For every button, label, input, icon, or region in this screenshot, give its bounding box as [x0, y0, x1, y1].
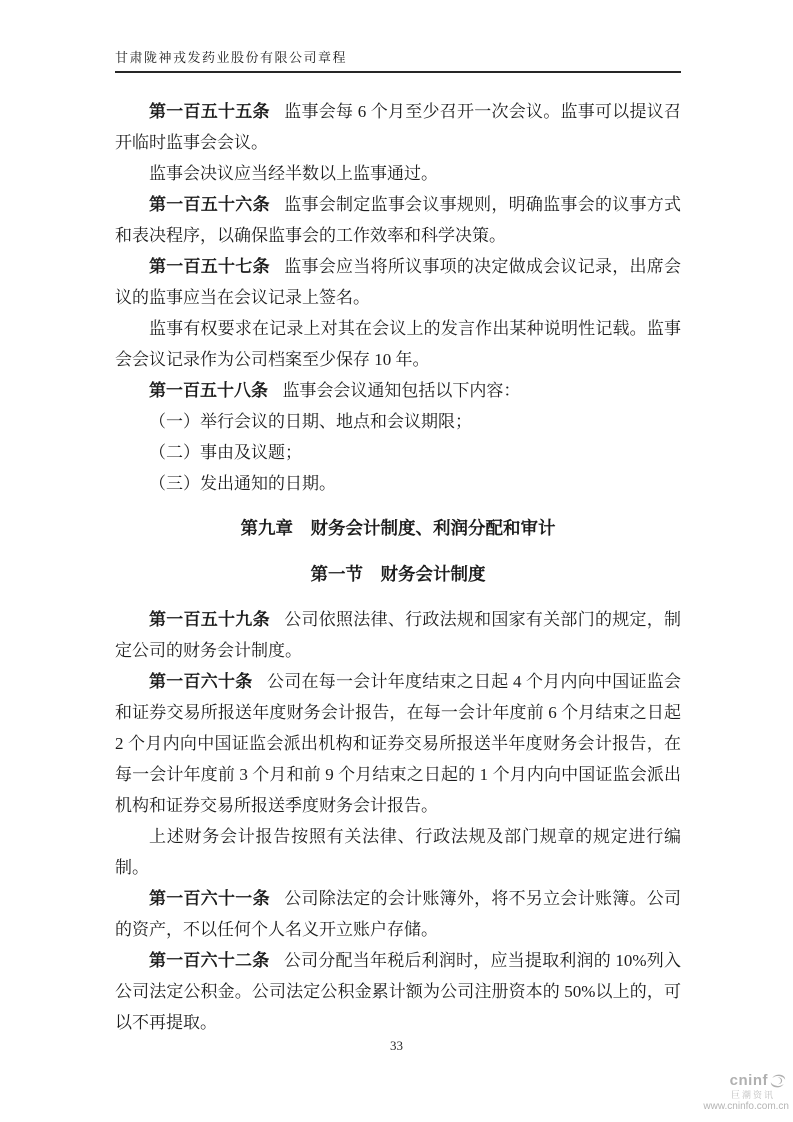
cninfo-logo-row: [669, 1072, 789, 1090]
article-number: 第一百五十七条: [149, 257, 270, 276]
article-number: 第一百六十条: [149, 672, 253, 691]
page-number: 33: [390, 1038, 403, 1053]
article-text: 监事会会议通知包括以下内容：: [282, 381, 521, 400]
article-paragraph: [115, 251, 681, 313]
article-paragraph: [115, 375, 681, 406]
article-text: 公司分配当年税后利润时，应当提取利润的 10%列入公司法定公积金。公司法定公积金累计额为公司注册资本的 50%以上的，可以不再提取。: [115, 951, 681, 1032]
plain-paragraph: [115, 158, 681, 189]
paragraph-text: 监事会决议应当经半数以上监事通过。: [149, 164, 438, 183]
article-text: 公司依照法律、行政法规和国家有关部门的规定，制定公司的财务会计制度。: [115, 610, 682, 660]
article-paragraph: [115, 189, 681, 251]
plain-paragraph: [115, 821, 681, 883]
cninfo-logo-url: www.cninfo.com.cn: [703, 1101, 789, 1113]
article-number: 第一百五十六条: [149, 195, 270, 214]
document-body: [115, 96, 681, 1038]
article-number: 第一百六十一条: [149, 889, 270, 908]
article-text: 监事会应当将所议事项的决定做成会议记录，出席会议的监事应当在会议记录上签名。: [115, 257, 682, 307]
section-heading: 第一节 财务会计制度: [310, 564, 486, 584]
article-number: 第一百五十九条: [149, 610, 270, 629]
list-item-text: （一）举行会议的日期、地点和会议期限；: [149, 412, 472, 431]
list-item-text: （三）发出通知的日期。: [149, 474, 336, 493]
list-item: [115, 406, 681, 437]
list-item: [115, 437, 681, 468]
article-number: 第一百六十二条: [149, 951, 270, 970]
list-item: [115, 468, 681, 499]
cninfo-logo: [669, 1072, 789, 1113]
article-number: 第一百五十五条: [149, 102, 270, 121]
article-paragraph: [115, 945, 681, 1038]
article-paragraph: [115, 666, 681, 821]
article-paragraph: [115, 604, 681, 666]
page-header: [115, 47, 681, 73]
article-text: 公司在每一会计年度结束之日起 4 个月内向中国证监会和证券交易所报送年度财务会计报告，在每一会计年度前 6 个月结束之日起 2 个月内向中国证监会派出机构和证券交易所报送半年度财务会计报告，在每一会计年度前 3 个月和前 9 个月结束之日起的 1 个月内向中国证监会派出机构和证券交易所报送季度财务会计报告。: [115, 672, 682, 815]
article-paragraph: [115, 96, 681, 158]
document-title: 甘肃陇神戎发药业股份有限公司章程: [115, 50, 348, 65]
cninfo-logo-subtitle: 巨潮资讯: [730, 1090, 775, 1100]
paragraph-text: 监事有权要求在记录上对其在会议上的发言作出某种说明性记载。监事会会议记录作为公司档案至少保存 10 年。: [115, 319, 681, 369]
paragraph-text: 上述财务会计报告按照有关法律、行政法规及部门规章的规定进行编制。: [115, 827, 681, 877]
article-number: 第一百五十八条: [149, 381, 268, 400]
cninfo-logo-text: cninf: [729, 1072, 768, 1090]
header-rule: [115, 71, 681, 73]
article-text: 监事会制定监事会议事规则，明确监事会的议事方式和表决程序，以确保监事会的工作效率和科学决策。: [115, 195, 682, 245]
article-paragraph: [115, 883, 681, 945]
chapter-heading: 第九章 财务会计制度、利润分配和审计: [240, 518, 556, 538]
list-item-text: （二）事由及议题；: [149, 443, 302, 462]
cninfo-swirl-icon: [769, 1072, 787, 1090]
article-text: 公司除法定的会计账簿外，将不另立会计账簿。公司的资产，不以任何个人名义开立账户存储。: [115, 889, 682, 939]
article-text: 监事会每 6 个月至少召开一次会议。监事可以提议召开临时监事会会议。: [115, 102, 682, 152]
plain-paragraph: [115, 313, 681, 375]
